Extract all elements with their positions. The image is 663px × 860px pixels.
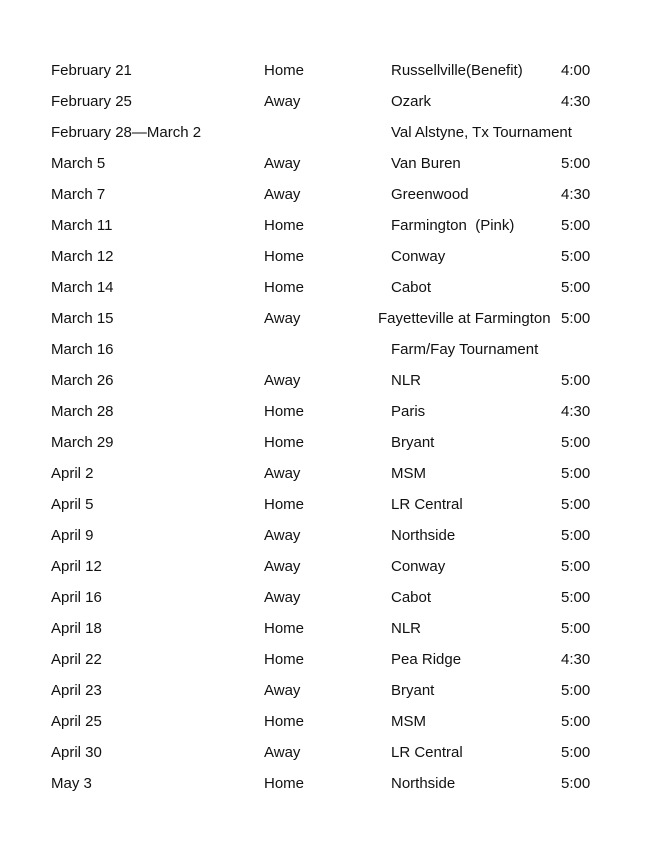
date-cell: March 12 [51,248,114,265]
opponent-cell: Bryant [391,682,435,699]
date-cell: April 16 [51,589,102,606]
time-cell: 5:00 [561,465,591,482]
time-cell: 5:00 [561,372,591,389]
table-row [0,148,663,179]
time-cell: 5:00 [561,248,591,265]
table-row [0,334,663,365]
time-cell: 5:00 [561,310,591,327]
opponent-cell: Russellville(Benefit) [391,62,523,79]
opponent-cell: LR Central [391,744,463,761]
date-cell: April 2 [51,465,94,482]
time-cell: 5:00 [561,217,591,234]
date-cell: February 28—March 2 [51,124,202,141]
opponent-cell: LR Central [391,496,463,513]
date-cell: March 11 [51,217,113,234]
time-cell: 4:30 [561,651,591,668]
date-cell: April 25 [51,713,102,730]
opponent-cell: Bryant [391,434,435,451]
date-cell: March 28 [51,403,114,420]
date-cell: February 21 [51,62,132,79]
location-cell: Away [264,372,301,389]
table-row [0,303,663,334]
table-row [0,210,663,241]
location-cell: Away [264,155,301,172]
table-row [0,365,663,396]
location-cell: Away [264,527,301,544]
opponent-cell: Northside [391,775,456,792]
location-cell: Home [264,248,305,265]
table-row [0,117,663,148]
location-cell: Home [264,403,305,420]
date-cell: April 23 [51,682,102,699]
opponent-cell: Cabot [391,589,432,606]
time-cell: 5:00 [561,434,591,451]
table-row [0,179,663,210]
time-cell: 5:00 [561,155,591,172]
table-row [0,55,663,86]
table-row [0,675,663,706]
opponent-cell: Farmington (Pink) [391,217,515,234]
time-cell: 5:00 [561,713,591,730]
date-cell: March 26 [51,372,114,389]
time-cell: 4:00 [561,62,591,79]
time-cell: 5:00 [561,775,591,792]
location-cell: Away [264,589,301,606]
table-row [0,737,663,768]
date-cell: March 14 [51,279,114,296]
opponent-cell: Ozark [391,93,432,110]
table-row [0,644,663,675]
opponent-cell: Paris [391,403,426,420]
time-cell: 5:00 [561,279,591,296]
table-row [0,396,663,427]
time-cell: 5:00 [561,682,591,699]
location-cell: Away [264,558,301,575]
time-cell: 4:30 [561,403,591,420]
table-row [0,613,663,644]
location-cell: Home [264,62,305,79]
table-row [0,489,663,520]
location-cell: Home [264,496,305,513]
location-cell: Home [264,279,305,296]
location-cell: Away [264,744,301,761]
opponent-cell: Van Buren [391,155,461,172]
location-cell: Home [264,775,305,792]
time-cell: 5:00 [561,496,591,513]
date-cell: April 5 [51,496,94,513]
time-cell: 5:00 [561,620,591,637]
date-cell: March 15 [51,310,114,327]
location-cell: Home [264,217,305,234]
time-cell: 5:00 [561,527,591,544]
opponent-cell: Val Alstyne, Tx Tournament [391,124,572,141]
location-cell: Home [264,651,305,668]
opponent-cell: Conway [391,558,446,575]
opponent-cell: Northside [391,527,456,544]
date-cell: February 25 [51,93,132,110]
location-cell: Home [264,713,305,730]
location-cell: Away [264,310,301,327]
location-cell: Away [264,465,301,482]
date-cell: April 30 [51,744,102,761]
time-cell: 5:00 [561,744,591,761]
table-row [0,427,663,458]
schedule-table [0,55,663,799]
table-row [0,520,663,551]
date-cell: April 22 [51,651,102,668]
opponent-cell: NLR [391,620,422,637]
date-cell: March 7 [51,186,106,203]
table-row [0,241,663,272]
opponent-cell: Fayetteville at Farmington [378,310,551,327]
date-cell: April 18 [51,620,102,637]
location-cell: Away [264,186,301,203]
date-cell: April 12 [51,558,102,575]
opponent-cell: NLR [391,372,422,389]
location-cell: Home [264,434,305,451]
location-cell: Away [264,682,301,699]
time-cell: 4:30 [561,93,591,110]
date-cell: March 16 [51,341,114,358]
time-cell: 5:00 [561,558,591,575]
location-cell: Away [264,93,301,110]
opponent-cell: Cabot [391,279,432,296]
table-row [0,458,663,489]
location-cell: Home [264,620,305,637]
date-cell: March 5 [51,155,106,172]
table-row [0,272,663,303]
table-row [0,86,663,117]
table-row [0,768,663,799]
opponent-cell: Greenwood [391,186,469,203]
table-row [0,706,663,737]
date-cell: March 29 [51,434,114,451]
opponent-cell: Farm/Fay Tournament [391,341,539,358]
date-cell: April 9 [51,527,94,544]
opponent-cell: Pea Ridge [391,651,462,668]
time-cell: 5:00 [561,589,591,606]
date-cell: May 3 [51,775,92,792]
opponent-cell: MSM [391,465,426,482]
opponent-cell: Conway [391,248,446,265]
table-row [0,551,663,582]
opponent-cell: MSM [391,713,426,730]
time-cell: 4:30 [561,186,591,203]
table-row [0,582,663,613]
